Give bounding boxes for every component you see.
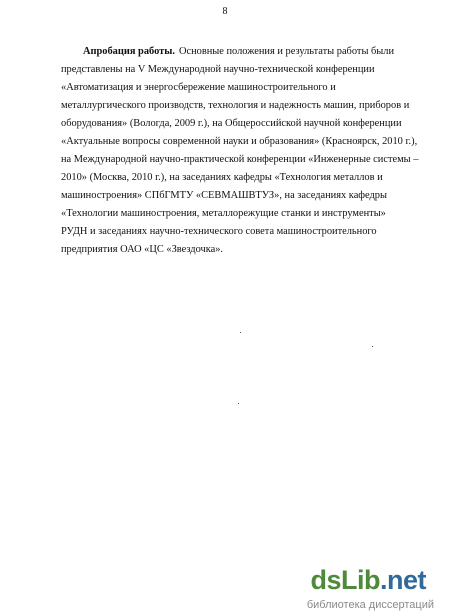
paragraph-line-7: на Международной научно-практической конференции «Инженерные системы –: [61, 154, 419, 165]
paragraph-line-9: машиностроения» СПбГМТУ «СЕВМАШВТУЗ», на заседаниях кафедры: [61, 190, 387, 201]
watermark: [250, 565, 440, 613]
paragraph-line-4: металлургического производств, технология и надежность машин, приборов и: [61, 100, 410, 111]
page-number: 8: [222, 6, 228, 17]
paragraph-line-6: «Актуальные вопросы современной науки и образования» (Красноярск, 2010 г.),: [61, 136, 418, 147]
watermark-logo: [310, 565, 426, 596]
paragraph-line-11: РУДН и заседаниях научно-технического совета машиностроительного: [61, 226, 377, 237]
paragraph-heading: Апробация работы.: [83, 46, 175, 57]
paragraph-line-1: [61, 44, 431, 62]
scan-speck: [238, 403, 239, 404]
paragraph-line-2: представлены на V Международной научно-технической конференции: [61, 64, 375, 75]
paragraph-line-5: оборудования» (Вологда, 2009 г.), на Общероссийской научной конференции: [61, 118, 402, 129]
paragraph-line-text: Основные положения и результаты работы были: [178, 46, 395, 57]
scan-speck: [240, 332, 241, 333]
paragraph-line-8: 2010» (Москва, 2010 г.), на заседаниях кафедры «Технология металлов и: [61, 172, 383, 183]
scan-speck: [372, 346, 373, 347]
watermark-subtitle: библиотека диссертаций: [306, 599, 434, 611]
paragraph-line-12: предприятия ОАО «ЦС «Звездочка».: [61, 244, 224, 255]
approbation-paragraph: [61, 44, 431, 260]
watermark-logo-main: dsLib: [310, 565, 380, 595]
paragraph-line-10: «Технологии машиностроения, металлорежущие станки и инструменты»: [61, 208, 386, 219]
paragraph-line-3: «Автоматизация и энергосбережение машиностроительного и: [61, 82, 336, 93]
watermark-logo-domain: .net: [379, 565, 426, 595]
